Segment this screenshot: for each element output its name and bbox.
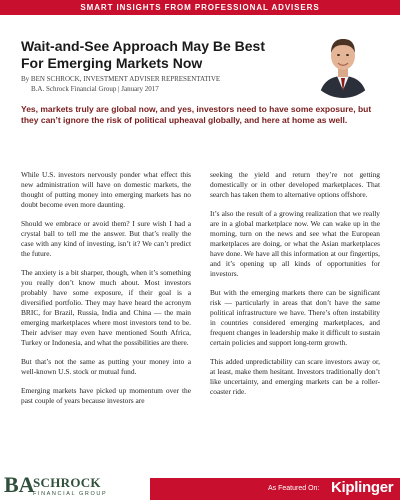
byline [21, 74, 311, 94]
body-paragraph: This added unpredictability can scare investors away or, at least, make them hesitant. Investors traditionally don’t like uncertainty, and emerging markets can be a roller-coaster ride. [210, 357, 380, 396]
footer [0, 470, 400, 504]
body-paragraph: It’s also the result of a growing realization that we really are in a global marketplace now. We can wake up in the morning, turn on the news and see what the European marketplaces are doing, or what the Asian marketplaces have done. We have all this information at our fingertips, and it’s opening up all kinds of opportunities for investors. [210, 209, 380, 278]
body-paragraph: The anxiety is a bit sharper, though, when it’s something you really don’t know much about. Most investors probably have some exposure, if their goal is a diversified portfolio. They may have heard the acronym BRIC, for Brazil, Russia, India and China — the main emerging marketplaces where most investors tend to be. Their adviser may even have mentioned South Africa, Turkey or Indonesia, and what the possibilities are there. [21, 268, 191, 347]
body-column-right [210, 170, 380, 406]
author-portrait-photo [307, 26, 379, 98]
byline-affiliation: B.A. Schrock Financial Group | January 2017 [31, 85, 159, 93]
body-paragraph: Emerging markets have picked up momentum over the past couple of years because investors are [21, 386, 191, 406]
logo-name: SCHROCK [33, 475, 101, 490]
body-paragraph: Should we embrace or avoid them? I sure wish I had a crystal ball to tell me the answer. But that’s really the case with any kind of investing, isn’t it? We can’t predict the future. [21, 219, 191, 258]
body-paragraph: While U.S. investors nervously ponder what effect this new administration will have on domestic markets, the thought of putting money into emerging markets has no doubt become even more daunting. [21, 170, 191, 209]
top-banner [0, 0, 400, 15]
headline-line-1: Wait-and-See Approach May Be Best [21, 38, 266, 54]
lead-paragraph: Yes, markets truly are global now, and yes, investors need to have some exposure, but they can’t ignore the risk of political upheaval globally, and here at home as well. [21, 104, 372, 125]
author-portrait [307, 26, 379, 98]
logo-subtitle: FINANCIAL GROUP [33, 491, 108, 497]
body-paragraph: But with the emerging markets there can be significant risk — particularly in areas that don’t have the same political infrastructure we have. There’s often instability in countries considered emerging marketplaces, and frequent changes in leadership make it difficult to sustain certain policies and support long-term growth. [210, 288, 380, 347]
featured-on-label: As Featured On: [268, 485, 320, 492]
kiplinger-logo: Kiplinger [331, 479, 394, 496]
byline-author: By BEN SCHROCK, INVESTMENT ADVISER REPRESENTATIVE [21, 75, 221, 83]
banner-text: SMART INSIGHTS FROM PROFESSIONAL ADVISERS [80, 3, 320, 12]
article-headline [21, 38, 311, 72]
schrock-logo [0, 470, 150, 504]
headline-line-2: For Emerging Markets Now [21, 55, 203, 71]
body-column-left [21, 170, 191, 416]
logo-initials: BA [4, 472, 35, 497]
body-paragraph: But that’s not the same as putting your money into a well-known U.S. stock or mutual fund. [21, 357, 191, 376]
body-paragraph: seeking the yield and return they’re not getting domestically or in other developed marketplaces. That search has taken them to alternative options offshore. [210, 170, 380, 199]
